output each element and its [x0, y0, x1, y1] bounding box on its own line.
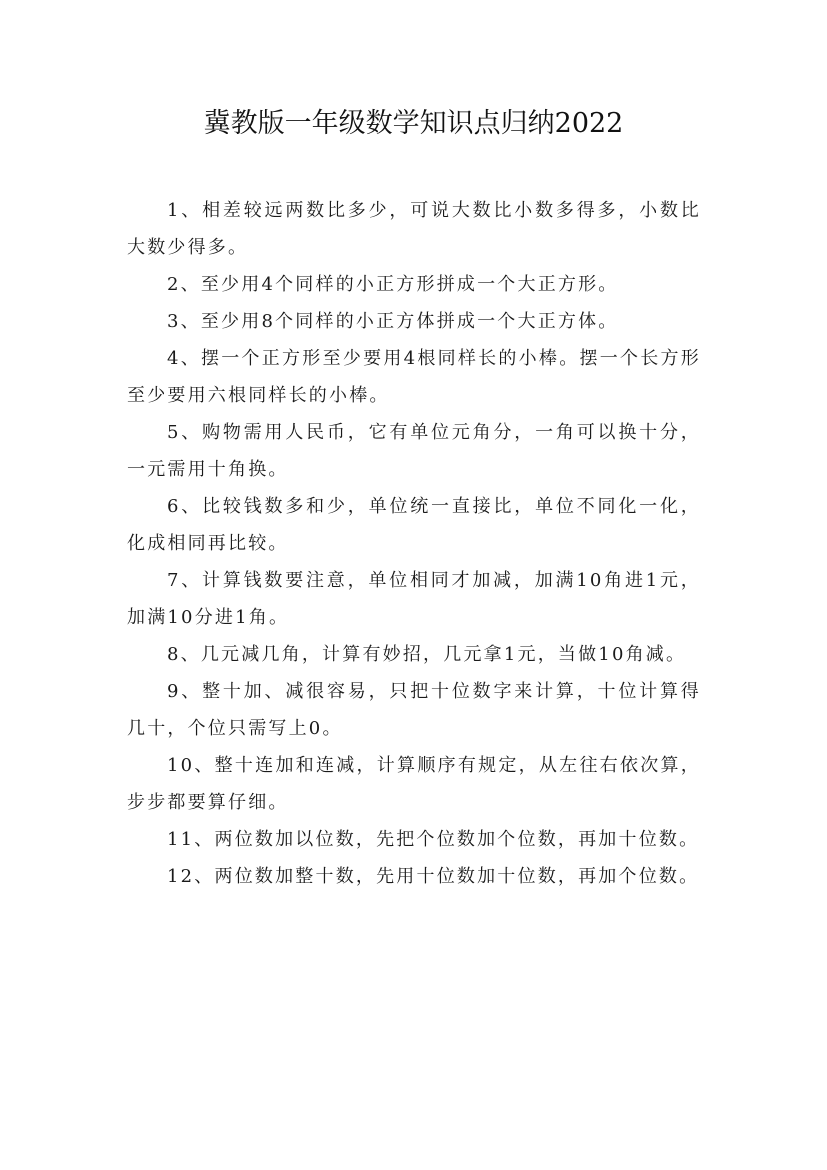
paragraph-6: 6、比较钱数多和少，单位统一直接比，单位不同化一化，化成相同再比较。: [127, 496, 701, 554]
paragraph-7: 7、计算钱数要注意，单位相同才加减，加满10角进1元，加满10分进1角。: [127, 570, 701, 628]
paragraph-5: 5、购物需用人民币，它有单位元角分，一角可以换十分，一元需用十角换。: [127, 422, 701, 480]
document-title: 冀教版一年级数学知识点归纳2022: [203, 108, 624, 139]
paragraph-8: 8、几元减几角，计算有妙招，几元拿1元，当做10角减。: [167, 644, 687, 665]
paragraph-10: 10、整十连加和连减，计算顺序有规定，从左往右依次算，步步都要算仔细。: [127, 755, 701, 813]
paragraph-3: 3、至少用8个同样的小正方体拼成一个大正方体。: [167, 311, 619, 332]
paragraph-9: 9、整十加、减很容易，只把十位数字来计算，十位计算得几十，个位只需写上0。: [127, 681, 701, 739]
document-body: [127, 192, 701, 895]
paragraph-2: 2、至少用4个同样的小正方形拼成一个大正方形。: [167, 274, 619, 295]
paragraph-1: 1、相差较远两数比多少，可说大数比小数多得多，小数比大数少得多。: [127, 200, 701, 258]
paragraph-11: 11、两位数加以位数，先把个位数加个位数，再加十位数。: [167, 829, 700, 850]
paragraph-12: 12、两位数加整十数，先用十位数加十位数，再加个位数。: [167, 866, 700, 887]
paragraph-4: 4、摆一个正方形至少要用4根同样长的小棒。摆一个长方形至少要用六根同样长的小棒。: [127, 348, 701, 406]
